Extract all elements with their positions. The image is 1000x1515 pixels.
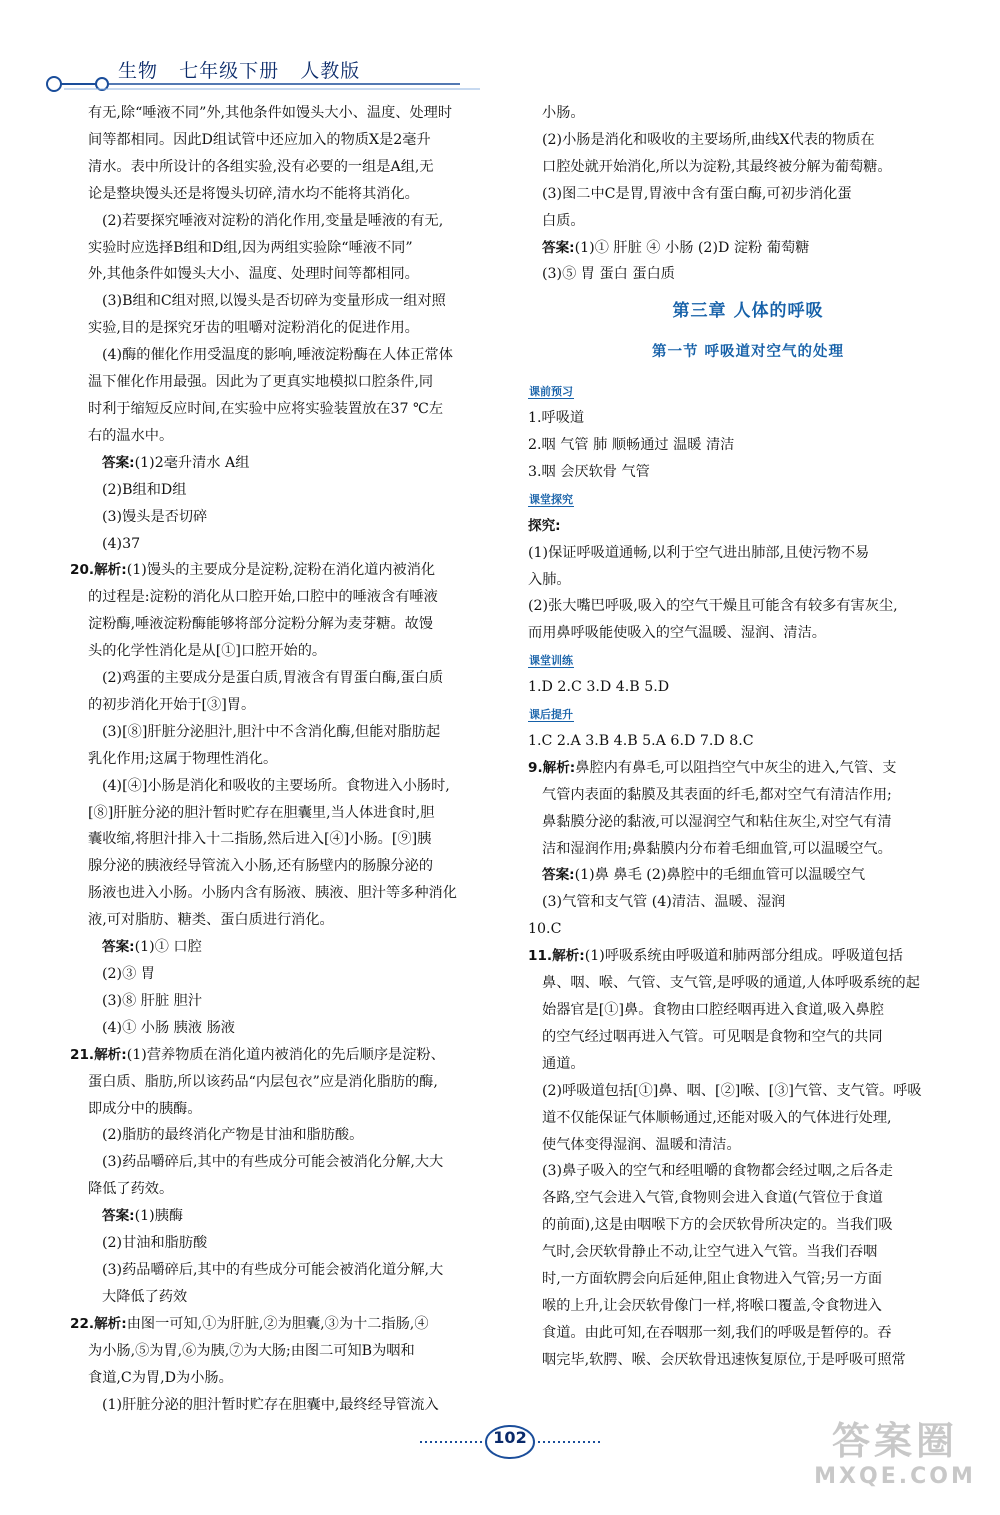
text-line: [528, 540, 968, 567]
line-text: 间等都相同。因此D组试管中还应加入的物质X是2毫升: [88, 131, 431, 148]
tag-improve: 课后提升: [529, 708, 573, 722]
line-text: (3)图二中C是胃,胃液中含有蛋白酶,可初步消化蛋: [542, 185, 852, 202]
text-line: [528, 593, 968, 620]
text-line: [70, 1311, 498, 1338]
page-number: 102: [493, 1428, 527, 1447]
text-line: [528, 1185, 968, 1212]
line-text: (4)酶的催化作用受温度的影响,唾液淀粉酶在人体正常体: [102, 347, 453, 364]
text-line: [88, 800, 498, 827]
text-line: [528, 916, 968, 943]
line-text: 腺分泌的胰液经导管流入小肠,还有肠壁内的肠腺分泌的: [88, 858, 434, 875]
text-line: [88, 584, 498, 611]
section-title: 第一节 呼吸道对空气的处理: [651, 344, 845, 361]
text-line: [88, 369, 498, 396]
line-text: 时利于缩短反应时间,在实验中应将实验装置放在37 ℃左: [88, 400, 444, 417]
line-text: (1)营养物质在消化道内被消化的先后顺序是淀粉、: [126, 1046, 445, 1063]
explore-answers: [528, 540, 968, 648]
text-line: [528, 836, 968, 863]
text-line: [88, 423, 498, 450]
text-line: [88, 261, 498, 288]
line-text: 乳化作用;这属于物理性消化。: [88, 750, 278, 767]
line-text: 右的温水中。: [88, 427, 174, 444]
line-text: (2)张大嘴巴呼吸,吸入的空气干燥且可能含有较多有害灰尘,: [528, 598, 898, 615]
text-line: [88, 100, 498, 127]
text-line: [88, 450, 498, 477]
text-line: [528, 127, 968, 154]
line-text: (3)药品嚼碎后,其中的有些成分可能会被消化分解,大大: [102, 1154, 444, 1171]
text-line: [528, 181, 968, 208]
text-line: [528, 261, 968, 288]
line-label: 11.解析:: [528, 948, 585, 965]
line-text: (2)脂肪的最终消化产物是甘油和脂肪酸。: [102, 1127, 364, 1144]
right-column: [528, 100, 968, 1374]
line-text: 囊收缩,将胆汁排入十二指肠,然后进入[④]小肠。[⑨]胰: [88, 831, 432, 848]
line-text: (1)① 肝脏 ④ 小肠 (2)D 淀粉 葡萄糖: [574, 239, 810, 256]
line-text: (1)胰酶: [134, 1208, 184, 1225]
line-text: 咽完毕,软腭、喉、会厌软骨迅速恢复原位,于是呼吸可照常: [542, 1351, 906, 1368]
text-line: [88, 719, 498, 746]
text-line: [88, 1015, 498, 1042]
line-label: 答案:: [102, 939, 135, 956]
text-line: [70, 557, 498, 584]
line-text: 食道。由此可知,在吞咽那一刻,我们的呼吸是暂停的。吞: [542, 1324, 892, 1341]
line-text: 气时,会厌软骨静止不动,让空气进入气管。当我们吞咽: [542, 1244, 878, 1261]
text-line: [88, 1230, 498, 1257]
text-line: [528, 862, 968, 889]
improve-answers: [528, 728, 968, 1374]
line-text: (2)鸡蛋的主要成分是蛋白质,胃液含有胃蛋白酶,蛋白质: [102, 670, 444, 687]
line-text: (2)若要探究唾液对淀粉的消化作用,变量是唾液的有无,: [102, 212, 444, 229]
line-text: (3)药品嚼碎后,其中的有些成分可能会被消化道分解,大: [102, 1261, 444, 1278]
header-title: 生物 七年级下册 人教版: [118, 60, 361, 82]
watermark-logo-text: 答案圈: [831, 1419, 958, 1463]
text-line: [70, 1042, 498, 1069]
text-line: [528, 728, 968, 755]
line-text: 实验时应选择B组和D组,因为两组实验除“唾液不同”: [88, 239, 413, 256]
line-text: (2)③ 胃: [102, 966, 155, 982]
text-line: [88, 315, 498, 342]
line-text: (1)馒头的主要成分是淀粉,淀粉在消化道内被消化: [126, 562, 436, 579]
text-line: [528, 943, 968, 970]
page-footer: [420, 1422, 600, 1468]
text-line: [88, 611, 498, 638]
line-text: (1)① 口腔: [134, 939, 202, 956]
line-text: 始器官是[①]鼻。食物由口腔经咽再进入食道,吸入鼻腔: [542, 1002, 884, 1018]
line-text: 实验,目的是探究牙齿的咀嚼对淀粉消化的促进作用。: [88, 320, 419, 337]
line-text: 肠液也进入小肠。小肠内含有肠液、胰液、胆汁等多种消化: [88, 885, 457, 902]
watermark-url: MXQE.COM: [814, 1464, 976, 1489]
text-line: [88, 1096, 498, 1123]
line-text: 温下催化作用最强。因此为了更真实地模拟口腔条件,同: [88, 374, 434, 391]
text-line: [528, 1266, 968, 1293]
line-text: (1)呼吸系统由呼吸道和肺两部分组成。呼吸道包括: [584, 948, 903, 965]
line-text: (3)⑤ 胃 蛋白 蛋白质: [542, 266, 675, 283]
text-line: [528, 100, 968, 127]
text-line: [528, 889, 968, 916]
line-text: 论是整块馒头还是将馒头切碎,清水均不能将其消化。: [88, 185, 419, 202]
text-line: [528, 997, 968, 1024]
line-text: 的过程是:淀粉的消化从口腔开始,口腔中的唾液含有唾液: [88, 589, 438, 606]
text-line: [88, 746, 498, 773]
line-text: 鼻、咽、喉、气管、支气管,是呼吸的通道,人体呼吸系统的起: [542, 975, 920, 992]
text-line: [88, 934, 498, 961]
text-line: [528, 567, 968, 594]
line-text: (3)⑧ 肝脏 胆汁: [102, 992, 203, 1009]
text-line: 3.咽 会厌软骨 气管: [528, 463, 650, 480]
line-text: (4)[④]小肠是消化和吸收的主要场所。食物进入小肠时,: [102, 777, 450, 794]
line-text: 入肺。: [528, 571, 571, 588]
line-text: 鼻黏膜分泌的黏液,可以湿润空气和粘住灰尘,对空气有清: [542, 813, 892, 830]
line-text: 10.C: [528, 921, 562, 938]
text-line: [88, 154, 498, 181]
line-text: 白质。: [542, 212, 585, 229]
line-text: (2)呼吸道包括[①]鼻、咽、[②]喉、[③]气管、支气管。呼吸: [542, 1082, 922, 1099]
text-line: [528, 620, 968, 647]
line-text: 的空气经过咽再进入气管。可见咽是食物和空气的共同: [542, 1028, 883, 1045]
line-text: 淀粉酶,唾液淀粉酶能够将部分淀粉分解为麦芽糖。故馒: [88, 616, 434, 633]
text-line: [88, 853, 498, 880]
line-text: 的初步消化开始于[③]胃。: [88, 696, 256, 713]
text-line: 2.咽 气管 肺 顺畅通过 温暖 清洁: [528, 436, 735, 453]
text-line: [88, 665, 498, 692]
line-text: 各路,空气会进入气管,食物则会进入食道(气管位于食道: [542, 1190, 883, 1207]
line-label: 21.解析:: [70, 1046, 127, 1063]
line-text: 小肠。: [542, 105, 585, 121]
line-text: (2)甘油和脂肪酸: [102, 1235, 208, 1252]
line-text: [⑧]肝脏分泌的胆汁暂时贮存在胆囊里,当人体进食时,胆: [88, 804, 435, 821]
line-text: 鼻腔内有鼻毛,可以阻挡空气中灰尘的进入,气管、支: [575, 759, 897, 776]
line-text: 使气体变得湿润、温暖和清洁。: [542, 1136, 741, 1153]
line-label: 答案:: [102, 454, 135, 471]
chapter-title: 第三章 人体的呼吸: [672, 301, 824, 322]
text-line: [88, 1257, 498, 1284]
line-text: 而用鼻呼吸能使吸入的空气温暖、湿润、清洁。: [528, 625, 826, 642]
text-line: [528, 755, 968, 782]
text-line: 1.呼吸道: [528, 410, 585, 427]
text-line: [88, 235, 498, 262]
text-line: [528, 154, 968, 181]
text-line: [528, 1158, 968, 1185]
line-text: 头的化学性消化是从[①]口腔开始的。: [88, 643, 327, 660]
line-text: 降低了药效。: [88, 1181, 174, 1198]
line-text: 1.C 2.A 3.B 4.B 5.A 6.D 7.D 8.C: [528, 732, 754, 749]
line-text: (4)① 小肠 胰液 肠液: [102, 1019, 235, 1036]
page-header: [40, 52, 480, 102]
line-text: 气管内表面的黏膜及其表面的纤毛,都对空气有清洁作用;: [542, 786, 892, 803]
explore-label: 探究:: [528, 517, 561, 534]
text-line: [88, 1338, 498, 1365]
line-label: 答案:: [102, 1208, 135, 1225]
text-line: [88, 1203, 498, 1230]
line-text: 大降低了药效: [102, 1288, 188, 1305]
left-column: [70, 100, 498, 1418]
line-text: (1)2毫升清水 A组: [134, 454, 250, 471]
line-text: 有无,除“唾液不同”外,其他条件如馒头大小、温度、处理时: [88, 105, 453, 121]
text-line: [528, 970, 968, 997]
text-line: [88, 961, 498, 988]
line-text: (3)气管和支气管 (4)清洁、温暖、湿润: [542, 894, 786, 911]
text-line: [528, 1347, 968, 1374]
text-line: [88, 1069, 498, 1096]
line-text: 口腔处就开始消化,所以为淀粉,其最终被分解为葡萄糖。: [542, 158, 892, 175]
text-line: [528, 782, 968, 809]
line-text: 道不仅能保证气体顺畅通过,还能对吸入的气体进行处理,: [542, 1109, 892, 1126]
text-line: [88, 127, 498, 154]
line-text: (3)鼻子吸入的空气和经咀嚼的食物都会经过咽,之后各走: [542, 1163, 893, 1180]
line-label: 答案:: [542, 867, 575, 884]
train-answers: 1.D 2.C 3.D 4.B 5.D: [528, 679, 670, 696]
line-text: (1)鼻 鼻毛 (2)鼻腔中的毛细血管可以温暖空气: [574, 867, 866, 884]
text-line: [528, 1024, 968, 1051]
text-line: [88, 638, 498, 665]
tag-explore: 课堂探究: [529, 492, 573, 506]
text-line: [528, 1239, 968, 1266]
text-line: [528, 809, 968, 836]
text-line: [528, 1078, 968, 1105]
text-line: [88, 1284, 498, 1311]
answer-continuation: [528, 100, 968, 288]
line-text: 通道。: [542, 1055, 585, 1072]
text-line: [88, 988, 498, 1015]
text-line: [88, 1176, 498, 1203]
line-text: (1)肝脏分泌的胆汁暂时贮存在胆囊中,最终经导管流入: [102, 1396, 439, 1413]
line-label: 9.解析:: [528, 759, 576, 776]
line-text: (3)B组和C组对照,以馒头是否切碎为变量形成一组对照: [102, 293, 446, 310]
text-line: [88, 181, 498, 208]
text-line: [528, 1132, 968, 1159]
line-label: 20.解析:: [70, 562, 127, 579]
text-line: [528, 1293, 968, 1320]
text-line: [88, 1149, 498, 1176]
text-line: [88, 1392, 498, 1419]
text-line: [88, 880, 498, 907]
text-line: [528, 1105, 968, 1132]
text-line: [88, 1122, 498, 1149]
text-line: [528, 1320, 968, 1347]
text-line: [528, 208, 968, 235]
line-label: 答案:: [542, 239, 575, 256]
line-text: 蛋白质、脂肪,所以该药品“内层包衣”应是消化脂肪的酶,: [88, 1073, 438, 1090]
line-text: 为小肠,⑤为胃,⑥为胰,⑦为大肠;由图二可知B为咽和: [88, 1342, 415, 1359]
text-line: [88, 531, 498, 558]
line-text: (4)37: [102, 535, 141, 552]
watermark: [800, 1418, 990, 1490]
text-line: [88, 208, 498, 235]
line-text: 的前面),这是由咽喉下方的会厌软骨所决定的。当我们吸: [542, 1217, 893, 1234]
text-line: [88, 1365, 498, 1392]
line-text: 食道,C为胃,D为小肠。: [88, 1369, 233, 1386]
text-line: [88, 342, 498, 369]
line-text: 外,其他条件如馒头大小、温度、处理时间等都相同。: [88, 266, 419, 283]
line-text: 液,可对脂肪、糖类、蛋白质进行消化。: [88, 912, 334, 929]
line-text: 即成分中的胰酶。: [88, 1100, 202, 1117]
line-label: 22.解析:: [70, 1315, 127, 1332]
line-text: (1)保证呼吸道通畅,以利于空气进出肺部,且使污物不易: [528, 544, 870, 561]
text-line: [528, 1051, 968, 1078]
line-text: 由图一可知,①为肝脏,②为胆囊,③为十二指肠,④: [126, 1315, 429, 1332]
line-text: 清水。表中所设计的各组实验,没有必要的一组是A组,无: [88, 158, 434, 175]
text-line: [88, 504, 498, 531]
text-line: [88, 773, 498, 800]
text-line: [528, 235, 968, 262]
text-line: [88, 692, 498, 719]
text-line: [88, 907, 498, 934]
text-line: [528, 1212, 968, 1239]
text-line: [88, 826, 498, 853]
line-text: 洁和湿润作用;鼻黏膜内分布着毛细血管,可以温暖空气。: [542, 840, 892, 857]
text-line: [88, 396, 498, 423]
line-text: (2)小肠是消化和吸收的主要场所,曲线X代表的物质在: [542, 131, 875, 148]
preview-answers: [528, 405, 968, 486]
line-text: 喉的上升,让会厌软骨像门一样,将喉口覆盖,令食物进入: [542, 1297, 882, 1314]
tag-train: 课堂训练: [529, 654, 573, 668]
tag-preview: 课前预习: [529, 385, 573, 399]
text-line: [88, 477, 498, 504]
line-text: (3)馒头是否切碎: [102, 508, 208, 525]
line-text: (2)B组和D组: [102, 481, 187, 498]
line-text: 时,一方面软腭会向后延伸,阻止食物进入气管;另一方面: [542, 1271, 883, 1288]
text-line: [88, 288, 498, 315]
line-text: (3)[⑧]肝脏分泌胆汁,胆汁中不含消化酶,但能对脂肪起: [102, 723, 441, 740]
